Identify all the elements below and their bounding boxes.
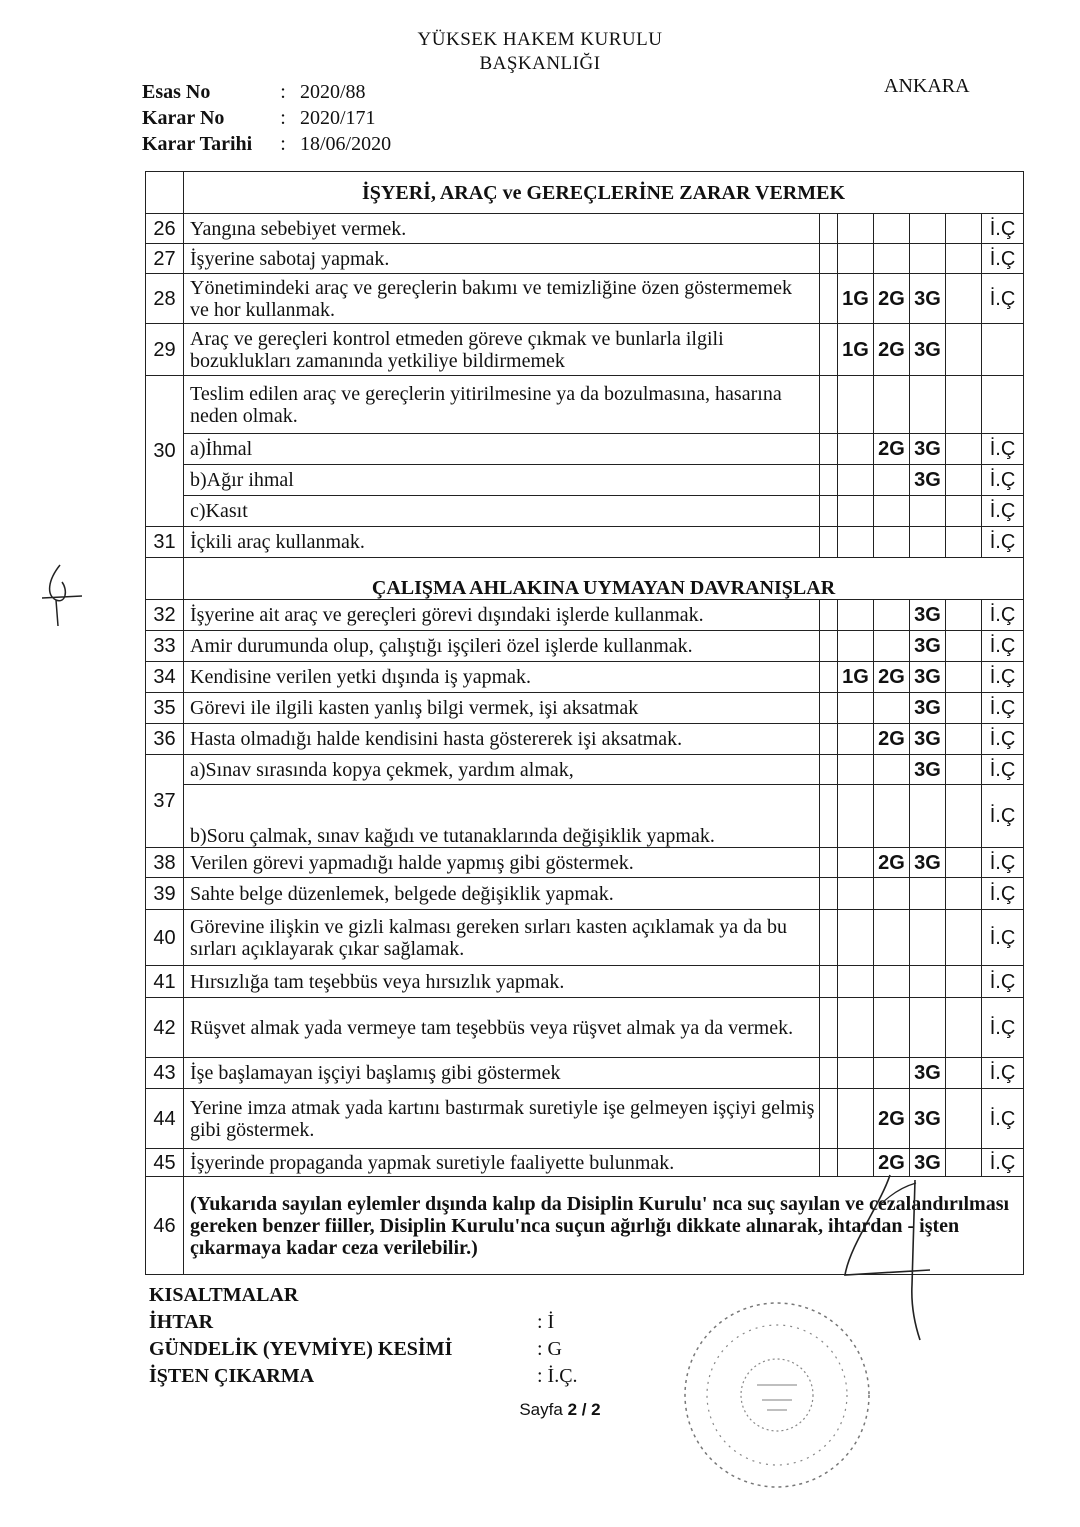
abbreviation-row bbox=[149, 1310, 578, 1335]
abbreviation-label: İŞTEN ÇIKARMA bbox=[149, 1365, 315, 1387]
table-row bbox=[146, 600, 1024, 631]
document-header bbox=[0, 28, 1080, 76]
signature bbox=[820, 1165, 950, 1345]
table-subrow bbox=[146, 496, 1024, 527]
table-row bbox=[146, 848, 1024, 878]
penalty-3g: 3G bbox=[910, 465, 946, 496]
penalty-dismissal: İ.Ç bbox=[982, 848, 1024, 878]
row-number: 30 bbox=[146, 376, 184, 527]
abbreviation-value: : İ bbox=[537, 1311, 555, 1333]
table-row bbox=[146, 214, 1024, 244]
table-row bbox=[146, 910, 1024, 966]
row-number: 32 bbox=[146, 600, 184, 631]
page-footer bbox=[0, 1400, 1080, 1420]
row-text: Yönetimindeki araç ve gereçlerin bakımı ve temizliğine özen göstermemek ve hor kullanmak. bbox=[184, 274, 820, 324]
meta-row bbox=[142, 80, 391, 104]
table-row bbox=[146, 376, 1024, 434]
penalty-2g: 2G bbox=[874, 848, 910, 878]
penalty-dismissal: İ.Ç bbox=[982, 966, 1024, 998]
penalty-dismissal: İ.Ç bbox=[982, 1089, 1024, 1149]
row-text: c)Kasıt bbox=[184, 496, 820, 527]
row-number: 35 bbox=[146, 693, 184, 724]
penalty-dismissal: İ.Ç bbox=[982, 465, 1024, 496]
table-row bbox=[146, 662, 1024, 693]
row-text: Kendisine verilen yetki dışında iş yapmak. bbox=[184, 662, 820, 693]
table-subrow bbox=[146, 785, 1024, 848]
table-row bbox=[146, 966, 1024, 998]
penalty-dismissal: İ.Ç bbox=[982, 878, 1024, 910]
penalty-dismissal: İ.Ç bbox=[982, 1058, 1024, 1089]
penalty-dismissal: İ.Ç bbox=[982, 755, 1024, 785]
penalty-3g: 3G bbox=[910, 755, 946, 785]
table-row bbox=[146, 527, 1024, 558]
meta-row bbox=[142, 132, 391, 156]
row-number: 46 bbox=[146, 1177, 184, 1275]
row-number: 41 bbox=[146, 966, 184, 998]
penalty-dismissal: İ.Ç bbox=[982, 785, 1024, 848]
row-text: İşyerinde propaganda yapmak suretiyle faaliyette bulunmak. bbox=[184, 1149, 820, 1177]
penalty-3g: 3G bbox=[910, 848, 946, 878]
row-text: b)Ağır ihmal bbox=[184, 465, 820, 496]
table-row bbox=[146, 244, 1024, 274]
row-text: Araç ve gereçleri kontrol etmeden göreve çıkmak ve bunlarla ilgili bozuklukları zamanında yetkiliye bildirmemek bbox=[184, 324, 820, 376]
penalty-dismissal: İ.Ç bbox=[982, 724, 1024, 755]
table-subrow bbox=[146, 434, 1024, 465]
row-text: Hasta olmadığı halde kendisini hasta göstererek işi aksatmak. bbox=[184, 724, 820, 755]
row-number: 36 bbox=[146, 724, 184, 755]
row-number: 29 bbox=[146, 324, 184, 376]
table-row bbox=[146, 998, 1024, 1058]
section-row bbox=[146, 558, 1024, 600]
abbreviation-value: : İ.Ç. bbox=[537, 1365, 578, 1387]
row-number: 31 bbox=[146, 527, 184, 558]
row-text: İçkili araç kullanmak. bbox=[184, 527, 820, 558]
city-label: ANKARA bbox=[884, 75, 970, 97]
meta-value: 2020/88 bbox=[300, 81, 366, 103]
row-number: 40 bbox=[146, 910, 184, 966]
row-number: 37 bbox=[146, 755, 184, 848]
table-subrow bbox=[146, 465, 1024, 496]
row-number: 45 bbox=[146, 1149, 184, 1177]
penalty-dismissal: İ.Ç bbox=[982, 662, 1024, 693]
penalty-dismissal: İ.Ç bbox=[982, 214, 1024, 244]
abbreviation-value: : G bbox=[537, 1338, 562, 1360]
row-text: a)İhmal bbox=[184, 434, 820, 465]
penalty-1g: 1G bbox=[838, 274, 874, 324]
penalty-3g: 3G bbox=[910, 631, 946, 662]
meta-value: 2020/171 bbox=[300, 107, 376, 129]
penalty-dismissal: İ.Ç bbox=[982, 910, 1024, 966]
penalty-2g: 2G bbox=[874, 662, 910, 693]
penalty-2g: 2G bbox=[874, 274, 910, 324]
table-row bbox=[146, 631, 1024, 662]
table-row bbox=[146, 274, 1024, 324]
abbreviation-label: GÜNDELİK (YEVMİYE) KESİMİ bbox=[149, 1338, 453, 1360]
meta-sep: : bbox=[280, 133, 286, 155]
meta-sep: : bbox=[280, 81, 286, 103]
table-row bbox=[146, 324, 1024, 376]
penalty-3g: 3G bbox=[910, 324, 946, 376]
row-number: 39 bbox=[146, 878, 184, 910]
section-title: ÇALIŞMA AHLAKINA UYMAYAN DAVRANIŞLAR bbox=[184, 558, 1024, 600]
row-number: 44 bbox=[146, 1089, 184, 1149]
section-row bbox=[146, 172, 1024, 214]
penalty-1g: 1G bbox=[838, 324, 874, 376]
row-number: 33 bbox=[146, 631, 184, 662]
header-title-line1: YÜKSEK HAKEM KURULU bbox=[417, 29, 663, 50]
row-number: 34 bbox=[146, 662, 184, 693]
handwritten-mark bbox=[38, 560, 88, 630]
penalty-3g: 3G bbox=[910, 662, 946, 693]
penalty-3g: 3G bbox=[910, 434, 946, 465]
meta-sep: : bbox=[280, 107, 286, 129]
table-row bbox=[146, 693, 1024, 724]
header-title-line2: BAŞKANLIĞI bbox=[479, 53, 601, 74]
abbreviations-title: KISALTMALAR bbox=[149, 1284, 299, 1306]
row-text: b)Soru çalmak, sınav kağıdı ve tutanaklarında değişiklik yapmak. bbox=[184, 785, 820, 848]
row-number: 38 bbox=[146, 848, 184, 878]
penalty-dismissal: İ.Ç bbox=[982, 244, 1024, 274]
row-text: Yangına sebebiyet vermek. bbox=[184, 214, 820, 244]
penalty-3g: 3G bbox=[910, 1149, 946, 1177]
penalty-dismissal: İ.Ç bbox=[982, 274, 1024, 324]
penalty-dismissal: İ.Ç bbox=[982, 693, 1024, 724]
row-number: 27 bbox=[146, 244, 184, 274]
penalty-dismissal: İ.Ç bbox=[982, 527, 1024, 558]
row-text: a)Sınav sırasında kopya çekmek, yardım almak, bbox=[184, 755, 820, 785]
row-number: 28 bbox=[146, 274, 184, 324]
row-text: Verilen görevi yapmadığı halde yapmış gibi göstermek. bbox=[184, 848, 820, 878]
penalty-2g: 2G bbox=[874, 324, 910, 376]
table-row bbox=[146, 755, 1024, 785]
row-number: 26 bbox=[146, 214, 184, 244]
table-row bbox=[146, 878, 1024, 910]
penalty-2g: 2G bbox=[874, 1149, 910, 1177]
penalty-dismissal: İ.Ç bbox=[982, 600, 1024, 631]
row-text: İşe başlamayan işçiyi başlamış gibi göstermek bbox=[184, 1058, 820, 1089]
penalty-dismissal: İ.Ç bbox=[982, 631, 1024, 662]
abbreviations bbox=[147, 1281, 580, 1391]
row-text: Amir durumunda olup, çalıştığı işçileri özel işlerde kullanmak. bbox=[184, 631, 820, 662]
penalty-dismissal: İ.Ç bbox=[982, 1149, 1024, 1177]
penalty-3g: 3G bbox=[910, 1089, 946, 1149]
row-number: 42 bbox=[146, 998, 184, 1058]
row-text: Sahte belge düzenlemek, belgede değişiklik yapmak. bbox=[184, 878, 820, 910]
case-meta bbox=[140, 78, 393, 158]
penalty-3g: 3G bbox=[910, 724, 946, 755]
meta-key: Esas No bbox=[142, 81, 211, 103]
meta-value: 18/06/2020 bbox=[300, 133, 392, 155]
abbreviation-label: İHTAR bbox=[149, 1311, 214, 1333]
meta-key: Karar Tarihi bbox=[142, 133, 253, 155]
penalty-dismissal: İ.Ç bbox=[982, 998, 1024, 1058]
general-note: (Yukarıda sayılan eylemler dışında kalıp da Disiplin Kurulu' nca suç sayılan ve cezalandırılması gereken benzer fiiller, Disiplin Kurulu'nca suçun ağırlığı dikkate alınarak, ihtardan - işten çıkarmaya kadar ceza verilebilir.) bbox=[184, 1177, 1024, 1275]
row-text: İşyerine ait araç ve gereçleri görevi dışındaki işlerde kullanmak. bbox=[184, 600, 820, 631]
page-number: 2 / 2 bbox=[567, 1400, 601, 1419]
penalty-3g: 3G bbox=[910, 693, 946, 724]
table-row bbox=[146, 1058, 1024, 1089]
penalty-1g: 1G bbox=[838, 662, 874, 693]
penalty-2g: 2G bbox=[874, 724, 910, 755]
row-text: İşyerine sabotaj yapmak. bbox=[184, 244, 820, 274]
row-text: Görevine ilişkin ve gizli kalması gereken sırları kasten açıklamak ya da bu sırları açıklayarak çıkar sağlamak. bbox=[184, 910, 820, 966]
row-text: Görevi ile ilgili kasten yanlış bilgi vermek, işi aksatmak bbox=[184, 693, 820, 724]
row-number: 43 bbox=[146, 1058, 184, 1089]
penalty-2g: 2G bbox=[874, 434, 910, 465]
abbreviation-row bbox=[149, 1364, 578, 1389]
row-text: Yerine imza atmak yada kartını bastırmak suretiyle işe gelmeyen işçiyi gelmiş gibi göstermek. bbox=[184, 1089, 820, 1149]
penalty-3g: 3G bbox=[910, 1058, 946, 1089]
penalty-dismissal: İ.Ç bbox=[982, 434, 1024, 465]
table-row bbox=[146, 1089, 1024, 1149]
section-title: İŞYERİ, ARAÇ ve GEREÇLERİNE ZARAR VERMEK bbox=[184, 172, 1024, 214]
row-text: Teslim edilen araç ve gereçlerin yitirilmesine ya da bozulmasına, hasarına neden olmak. bbox=[184, 376, 820, 434]
meta-key: Karar No bbox=[142, 107, 225, 129]
penalty-table bbox=[145, 171, 1024, 1275]
penalty-3g: 3G bbox=[910, 274, 946, 324]
penalty-2g: 2G bbox=[874, 1089, 910, 1149]
table-row bbox=[146, 724, 1024, 755]
meta-row bbox=[142, 106, 391, 130]
page-label: Sayfa bbox=[519, 1400, 563, 1419]
row-text: Rüşvet almak yada vermeye tam teşebbüs veya rüşvet almak ya da vermek. bbox=[184, 998, 820, 1058]
row-text: Hırsızlığa tam teşebbüs veya hırsızlık yapmak. bbox=[184, 966, 820, 998]
abbreviation-row bbox=[149, 1337, 578, 1362]
penalty-3g: 3G bbox=[910, 600, 946, 631]
penalty-dismissal: İ.Ç bbox=[982, 496, 1024, 527]
